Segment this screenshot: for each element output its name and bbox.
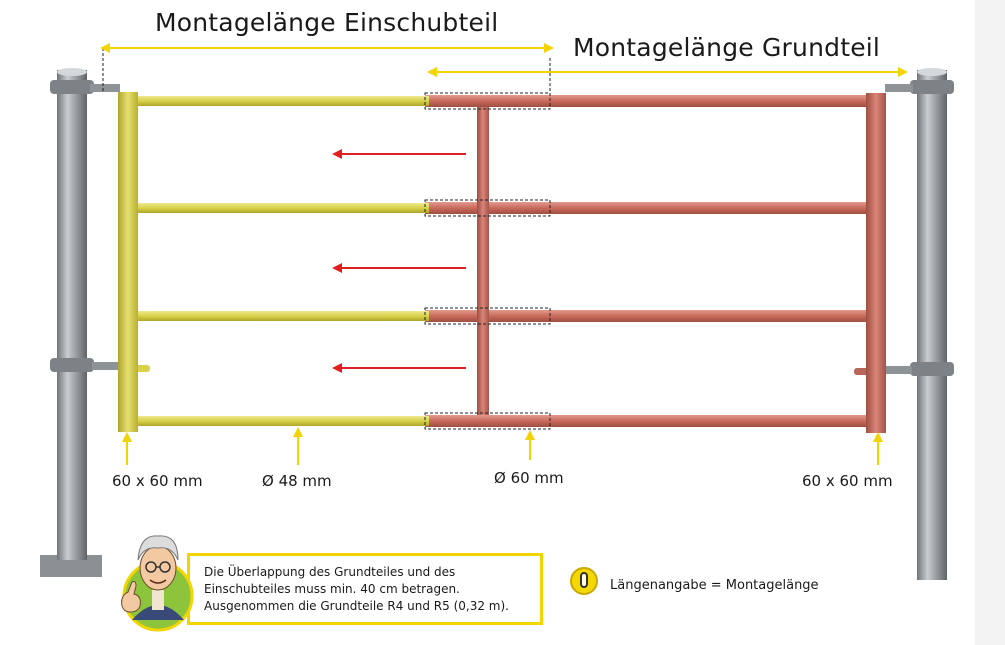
insert-tube-dimension: Ø 48 mm (262, 472, 332, 490)
note-line-2: Einschubteiles muss min. 40 cm betragen. (204, 582, 460, 596)
overlap-note-text (204, 564, 544, 615)
base-length-label: Montagelänge Grundteil (573, 33, 881, 62)
note-line-3: Ausgenommen die Grundteile R4 und R5 (0,32 m). (204, 599, 509, 613)
mascot-thumbs-up-icon (118, 520, 200, 632)
note-line-1: Die Überlappung des Grundteiles und des (204, 565, 456, 579)
right-post-dimension: 60 x 60 mm (802, 472, 893, 490)
insert-part (118, 92, 429, 432)
legend-text: Längenangabe = Montagelänge (610, 578, 819, 593)
left-post (40, 68, 102, 577)
overlap-note-box (187, 553, 543, 625)
hinge-brackets (90, 84, 913, 375)
direction-arrows (332, 149, 466, 373)
exclamation-badge-icon (570, 567, 598, 595)
base-part (425, 93, 886, 433)
base-tube-dimension: Ø 60 mm (494, 469, 564, 487)
right-post (910, 68, 954, 580)
left-post-dimension: 60 x 60 mm (112, 472, 203, 490)
insert-length-label: Montagelänge Einschubteil (155, 8, 499, 37)
